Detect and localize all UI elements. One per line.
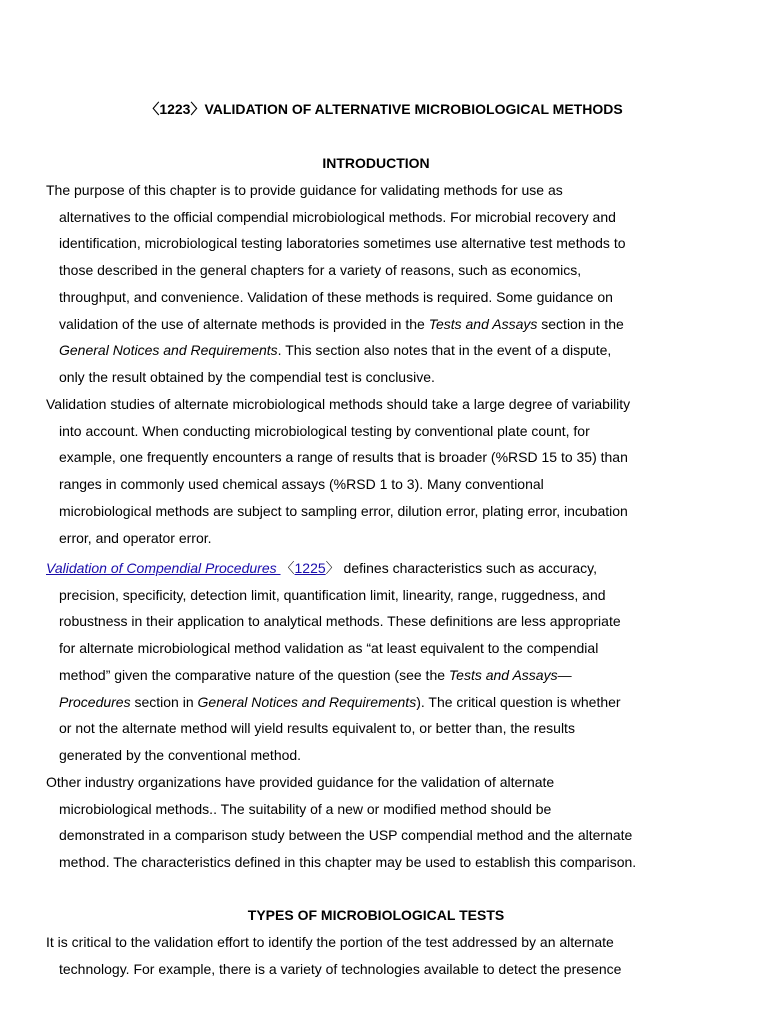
bracket-open: 〈 [280, 560, 295, 576]
text-line [46, 555, 746, 582]
text-line [46, 337, 746, 364]
italic-reference: Tests and Assays [428, 315, 538, 332]
text-run: section in [130, 693, 198, 710]
paragraph [46, 929, 746, 982]
italic-reference: General Notices and Requirements [59, 342, 278, 359]
text-line: throughput, and convenience. Validation of these methods is required. Some guidance on [59, 288, 613, 305]
chapter-title [0, 98, 768, 120]
text-line: It is critical to the validation effort to identify the portion of the test addressed by an alternate [46, 934, 614, 950]
text-line: error, and operator error. [59, 529, 212, 546]
text-run: . This section also notes that in the event of a dispute, [277, 342, 612, 359]
chapter-title-text: VALIDATION OF ALTERNATIVE MICROBIOLOGICAL METHODS [204, 101, 623, 117]
paragraph [46, 391, 746, 551]
text-run: validation of the use of alternate methods is provided in the [59, 315, 429, 332]
text-line: ranges in commonly used chemical assays (%RSD 1 to 3). Many conventional [59, 476, 544, 493]
text-run: defines characteristics such as accuracy, [339, 560, 597, 576]
text-line: microbiological methods are subject to sampling error, dilution error, plating error, incubation [59, 502, 628, 519]
text-line: only the result obtained by the compendial test is conclusive. [59, 368, 435, 385]
chapter-1225-link[interactable]: 1225 [294, 560, 326, 576]
italic-reference: General Notices and Requirements [197, 693, 417, 710]
section-heading-introduction: INTRODUCTION [322, 155, 430, 171]
text-line: technology. For example, there is a variety of technologies available to detect the presence [59, 960, 622, 977]
text-line: Validation studies of alternate microbiological methods should take a large degree of variability [46, 396, 631, 412]
text-line: The purpose of this chapter is to provide guidance for validating methods for use as [46, 182, 563, 198]
text-line: example, one frequently encounters a range of results that is broader (%RSD 15 to 35) than [59, 449, 628, 466]
text-line: generated by the conventional method. [59, 746, 302, 763]
text-line: precision, specificity, detection limit, quantification limit, linearity, range, ruggedness, and [59, 586, 606, 603]
text-run: ). The critical question is whether [416, 693, 621, 710]
text-line: microbiological methods.. The suitability of a new or modified method should be [59, 800, 552, 817]
text-line: those described in the general chapters for a variety of reasons, such as economics, [59, 262, 582, 279]
italic-reference: Tests and Assays— [448, 666, 572, 683]
text-line: Other industry organizations have provided guidance for the validation of alternate [46, 774, 555, 790]
text-line: method. The characteristics defined in this chapter may be used to establish this comparison. [59, 854, 637, 871]
text-line [46, 689, 746, 716]
text-line: or not the alternate method will yield results equivalent to, or better than, the results [59, 720, 575, 737]
section-heading-types: TYPES OF MICROBIOLOGICAL TESTS [247, 907, 505, 923]
italic-reference: Procedures [59, 693, 131, 710]
chapter-number: 〈1223〉 [145, 101, 205, 117]
paragraph [46, 177, 746, 391]
validation-procedures-link[interactable]: Validation of Compendial Procedures [46, 560, 281, 576]
text-run: section in the [537, 315, 624, 332]
text-line: alternatives to the official compendial microbiological methods. For microbial recovery and [59, 208, 616, 225]
paragraph [46, 769, 746, 876]
text-line: robustness in their application to analytical methods. These definitions are less appropriate [59, 613, 621, 630]
text-line: identification, microbiological testing laboratories sometimes use alternative test methods to [59, 235, 626, 252]
paragraph [46, 555, 746, 769]
text-line: into account. When conducting microbiological testing by conventional plate count, for [59, 422, 590, 439]
text-run: method” given the comparative nature of the question (see the [59, 666, 449, 683]
text-line: demonstrated in a comparison study between the USP compendial method and the alternate [59, 827, 633, 844]
text-line [46, 662, 746, 689]
bracket-close: 〉 [325, 560, 340, 576]
text-line [46, 311, 746, 338]
text-line: for alternate microbiological method validation as “at least equivalent to the compendial [59, 640, 599, 657]
